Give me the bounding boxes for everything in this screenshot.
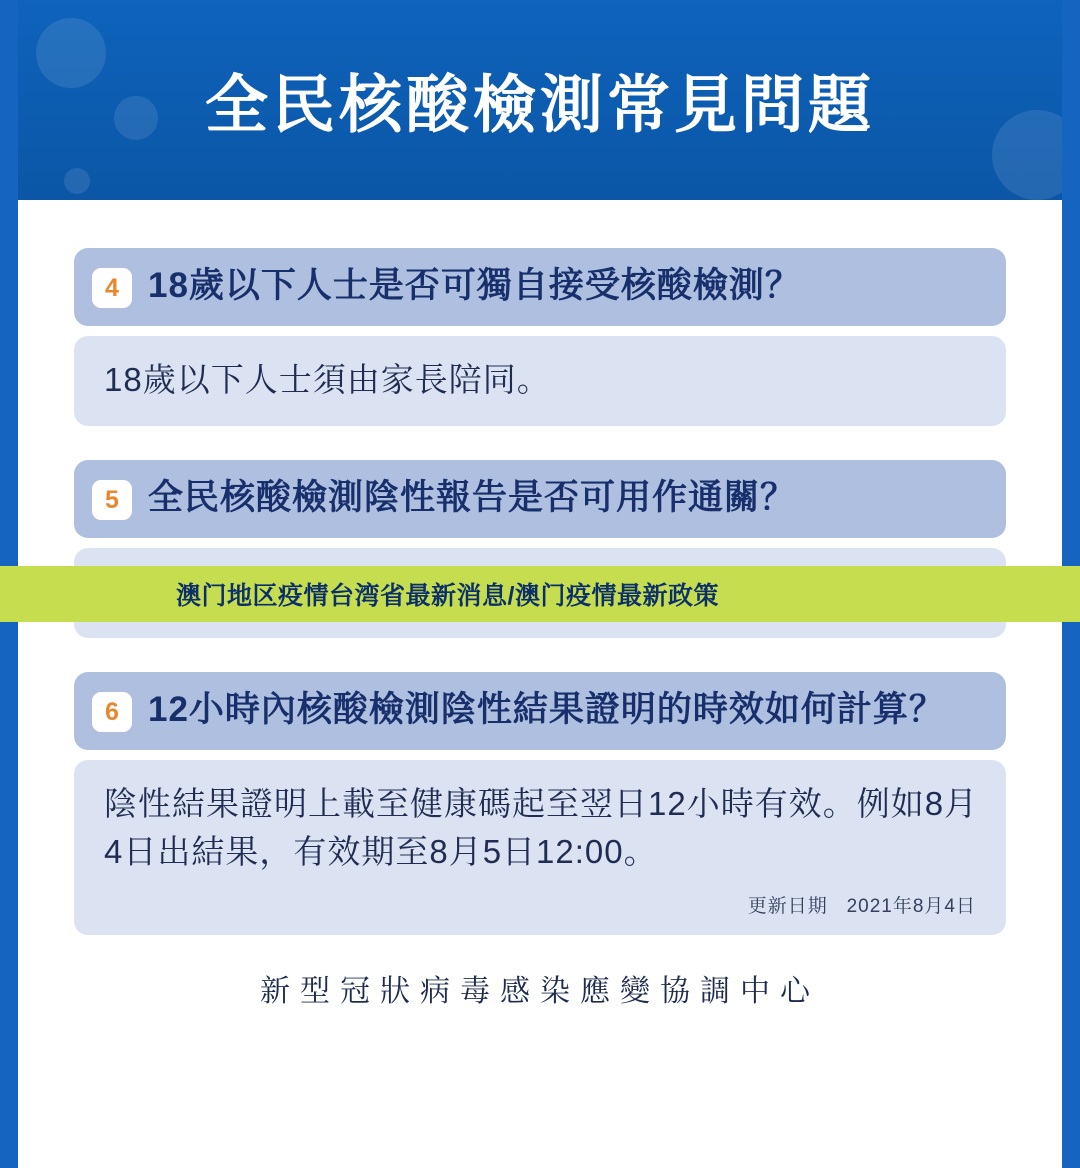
faq-question-row[interactable] [74,460,1006,538]
faq-question-row[interactable] [74,672,1006,750]
faq-number-badge: 5 [92,480,132,520]
update-date [74,891,1006,918]
faq-item [74,672,1006,919]
header-virus-icon-3 [64,168,90,194]
poster-header [18,0,1062,200]
faq-question-row[interactable] [74,248,1006,326]
update-date-label: 更新日期 [747,896,828,918]
faq-question-text: 12小時內核酸檢測陰性結果證明的時效如何計算？ [148,689,945,729]
faq-item [74,248,1006,426]
faq-answer-text: 18歲以下人士須由家長陪同。 [74,336,1006,426]
faq-question-text: 18歲以下人士是否可獨自接受核酸檢測？ [148,266,801,305]
faq-number-badge: 4 [92,268,132,308]
faq-question-text: 全民核酸檢測陰性報告是否可用作通關？ [148,477,797,517]
page-title: 全民核酸檢測常見問題 [205,70,875,141]
watermark-bar [0,566,1080,622]
organization-footer: 新型冠狀病毒感染應變協調中心 [260,975,820,1009]
faq-number-badge: 6 [92,692,132,732]
faq-answer-text: 陰性結果證明上載至健康碼起至翌日12小時有效。例如8月4日出結果，有效期至8月5日12:00。 [74,760,1006,936]
watermark-text: 澳门地区疫情台湾省最新消息/澳门疫情最新政策 [176,582,719,610]
update-date-value: 2021年8月4日 [846,896,976,918]
